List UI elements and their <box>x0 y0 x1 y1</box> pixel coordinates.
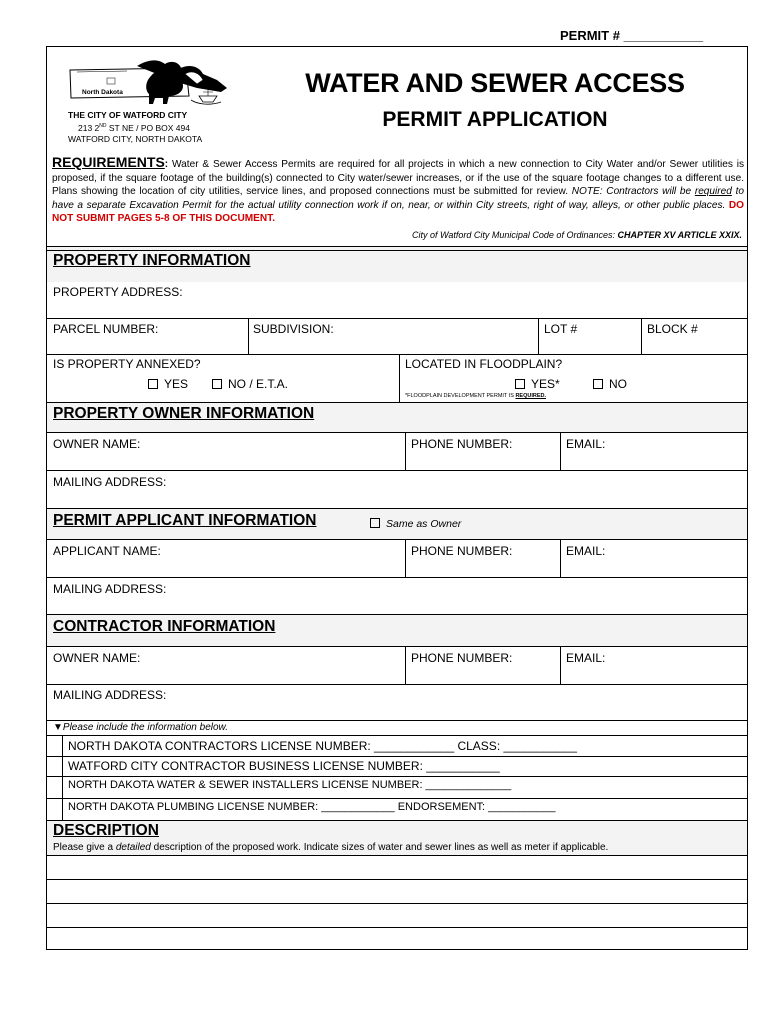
divider <box>46 246 748 247</box>
divider <box>46 508 748 509</box>
city-address-line2: WATFORD CITY, NORTH DAKOTA <box>68 133 203 144</box>
form-title: WATER AND SEWER ACCESS <box>305 68 685 98</box>
divider <box>46 318 748 319</box>
floodplain-yes-checkbox[interactable] <box>515 379 525 389</box>
contractor-phone-label: PHONE NUMBER: <box>411 651 513 665</box>
divider <box>46 402 748 403</box>
divider <box>46 614 748 615</box>
block-number-label: BLOCK # <box>647 322 698 336</box>
divider <box>560 432 561 470</box>
divider <box>560 646 561 684</box>
north-dakota-map-logo <box>67 58 232 114</box>
desc-text-italic: detailed <box>115 842 151 853</box>
requirements-text: Water & Sewer Access Permits are required for all projects in which a new connection to City Water and/or Sewer utilities is proposed, if the square footage of the building(s) connected to City water/sewer increases, or if the use of the square footage changes to a different use. Plans showing the location of city utilities, service lines, and proposed connections must be submitted for review. <box>52 159 744 198</box>
divider <box>46 720 748 721</box>
code-reference-text: City of Watford City Municipal Code of Ordinances: <box>412 230 618 240</box>
floodplain-note-text: *FLOODPLAIN DEVELOPMENT PERMIT IS <box>405 393 516 399</box>
applicant-name-label: APPLICANT NAME: <box>53 544 161 558</box>
divider <box>560 539 561 577</box>
description-line[interactable] <box>46 855 748 856</box>
property-address-label: PROPERTY ADDRESS: <box>53 285 183 299</box>
divider <box>46 646 748 647</box>
contractor-section-title: CONTRACTOR INFORMATION <box>53 618 276 635</box>
desc-text-after: description of the proposed work. Indicate sizes of water and sewer lines as well as meter if applicable. <box>150 842 609 853</box>
desc-text-before: Please give a <box>53 842 116 853</box>
city-address-block <box>68 110 202 145</box>
divider <box>46 432 748 433</box>
floodplain-no-option[interactable] <box>593 377 627 391</box>
same-as-owner-checkbox[interactable] <box>370 518 380 528</box>
water-sewer-installer-license-field[interactable]: NORTH DAKOTA WATER & SEWER INSTALLERS LICENSE NUMBER: ______________ <box>68 779 512 791</box>
watford-business-license-field[interactable]: WATFORD CITY CONTRACTOR BUSINESS LICENSE NUMBER: ___________ <box>68 759 500 773</box>
divider <box>46 756 748 757</box>
divider <box>538 318 539 354</box>
note-before: NOTE: Contractors will be <box>571 186 695 198</box>
same-as-owner-option[interactable] <box>370 516 461 530</box>
nd-contractor-license-field[interactable]: NORTH DAKOTA CONTRACTORS LICENSE NUMBER: ____________ CLASS: ___________ <box>68 739 577 753</box>
address-street-number: 213 2 <box>78 122 100 133</box>
note-after: to have a separate Excavation Permit for the actual utility connection work if on, near, or within City streets, right of way, alleys, or other public places. <box>52 186 744 211</box>
owner-name-label: OWNER NAME: <box>53 437 141 451</box>
city-logo <box>67 58 232 114</box>
contractor-name-label: OWNER NAME: <box>53 651 141 665</box>
floodplain-note <box>405 393 546 399</box>
form-subtitle: PERMIT APPLICATION <box>382 108 608 131</box>
description-line[interactable] <box>46 927 748 928</box>
contractor-license-note: ▼Please include the information below. <box>53 722 228 733</box>
divider <box>46 539 748 540</box>
note-required: required <box>694 186 732 198</box>
divider <box>641 318 642 354</box>
plumbing-license-field[interactable]: NORTH DAKOTA PLUMBING LICENSE NUMBER: ____________ ENDORSEMENT: ___________ <box>68 801 556 813</box>
address-street-rest: ST NE / PO BOX 494 <box>106 122 190 133</box>
same-as-owner-label: Same as Owner <box>386 518 462 530</box>
city-name: THE CITY OF WATFORD CITY <box>68 110 188 120</box>
floodplain-question: LOCATED IN FLOODPLAIN? <box>405 357 563 371</box>
subdivision-label: SUBDIVISION: <box>253 322 334 336</box>
annexed-yes-label: YES <box>164 377 189 391</box>
address-ordinal: ND <box>99 123 107 129</box>
requirements-colon: : <box>164 159 169 170</box>
logo-state-label: North Dakota <box>82 89 123 96</box>
floodplain-note-required: REQUIRED. <box>515 393 546 399</box>
owner-mailing-label: MAILING ADDRESS: <box>53 475 167 489</box>
divider <box>399 354 400 402</box>
requirements-heading: REQUIREMENTS <box>52 154 165 170</box>
requirements-warning: DO NOT SUBMIT PAGES 5-8 OF THIS DOCUMENT. <box>52 199 744 225</box>
description-instructions <box>53 842 608 853</box>
permit-number[interactable]: PERMIT # ___________ <box>560 28 704 43</box>
lot-number-label: LOT # <box>544 322 578 336</box>
divider <box>405 646 406 684</box>
divider <box>248 318 249 354</box>
applicant-phone-label: PHONE NUMBER: <box>411 544 513 558</box>
divider <box>405 539 406 577</box>
divider <box>46 820 748 821</box>
owner-section-title: PROPERTY OWNER INFORMATION <box>53 405 315 422</box>
description-line[interactable] <box>46 903 748 904</box>
divider <box>46 735 748 736</box>
owner-phone-label: PHONE NUMBER: <box>411 437 513 451</box>
requirements-paragraph <box>52 156 744 226</box>
code-reference <box>52 230 742 240</box>
city-address-line1 <box>68 121 202 134</box>
contractor-mailing-label: MAILING ADDRESS: <box>53 688 167 702</box>
description-line[interactable] <box>46 879 748 880</box>
annexed-no-label: NO / E.T.A. <box>228 377 289 391</box>
annexed-no-checkbox[interactable] <box>212 379 222 389</box>
contractor-email-label: EMAIL: <box>566 651 606 665</box>
divider <box>62 735 63 820</box>
divider <box>46 798 748 799</box>
divider <box>46 577 748 578</box>
owner-email-label: EMAIL: <box>566 437 606 451</box>
divider <box>46 354 748 355</box>
property-section-title: PROPERTY INFORMATION <box>53 252 251 269</box>
floodplain-yes-option[interactable] <box>515 377 560 391</box>
applicant-email-label: EMAIL: <box>566 544 606 558</box>
divider <box>46 470 748 471</box>
floodplain-yes-label: YES* <box>531 377 560 391</box>
annexed-yes-option[interactable] <box>148 377 188 391</box>
annexed-no-option[interactable] <box>212 377 288 391</box>
code-chapter: CHAPTER XV ARTICLE XXIX. <box>617 230 742 240</box>
divider <box>46 250 748 251</box>
parcel-number-label: PARCEL NUMBER: <box>53 322 159 336</box>
divider <box>46 776 748 777</box>
divider <box>405 432 406 470</box>
applicant-mailing-label: MAILING ADDRESS: <box>53 582 167 596</box>
annexed-question: IS PROPERTY ANNEXED? <box>53 357 201 371</box>
divider <box>46 684 748 685</box>
floodplain-no-checkbox[interactable] <box>593 379 603 389</box>
annexed-yes-checkbox[interactable] <box>148 379 158 389</box>
applicant-section-title: PERMIT APPLICANT INFORMATION <box>53 512 317 529</box>
floodplain-no-label: NO <box>609 377 627 391</box>
description-section-title: DESCRIPTION <box>53 822 159 839</box>
